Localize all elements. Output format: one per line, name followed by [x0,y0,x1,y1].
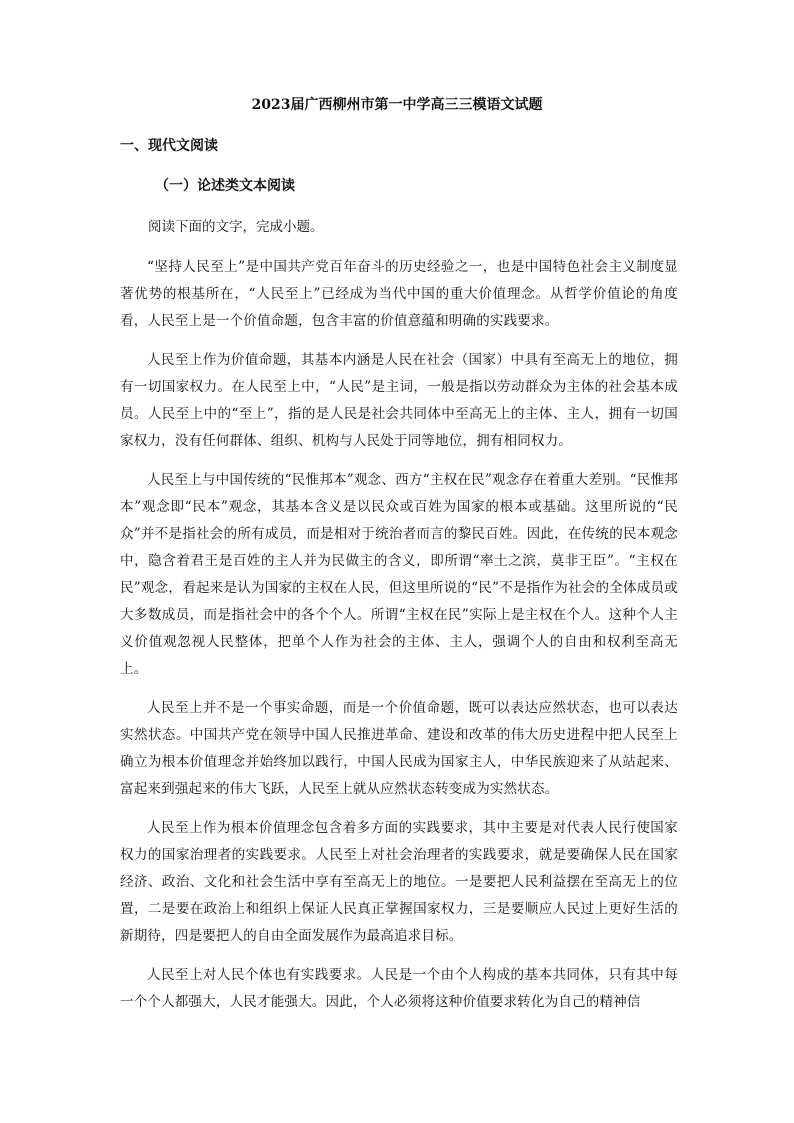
subsection-heading: （一）论述类文本阅读 [155,178,295,194]
paragraph-4: 人民至上并不是一个事实命题，而是一个价值命题，既可以表达应然状态，也可以表达实然状态。中国共产党在领导中国人民推进革命、建设和改革的伟大历史进程中把人民至上确立为根本价值理念并始终加以践行，中国人民成为国家主人，中华民族迎来了从站起来、富起来到强起来的伟大飞跃，人民至上就从应然状态转变成为实然状态。 [120,700,678,797]
document-title: 2023届广西柳州市第一中学高三三模语文试题 [251,97,543,113]
paragraph-6: 人民至上对人民个体也有实践要求。人民是一个由个人构成的基本共同体，只有其中每一个个人都强大，人民才能强大。因此，个人必须将这种价值要求转化为自己的精神信 [120,967,678,1010]
paragraph-2: 人民至上作为价值命题，其基本内涵是人民在社会（国家）中具有至高无上的地位，拥有一切国家权力。在人民至上中，“人民”是主词，一般是指以劳动群众为主体的社会基本成员。人民至上中的“至上”，指的是人民是社会共同体中至高无上的主体、主人，拥有一切国家权力，没有任何群体、组织、机构与人民处于同等地位，拥有相同权力。 [120,352,678,449]
article-body [120,254,678,1028]
paragraph-3: 人民至上与中国传统的“民惟邦本”观念、西方“主权在民”观念存在着重大差别。“民惟邦本”观念即“民本”观念，其基本含义是以民众或百姓为国家的根本或基础。这里所说的“民众”并不是指社会的所有成员，而是相对于统治者而言的黎民百姓。因此，在传统的民本观念中，隐含着君王是百姓的主人并为民做主的含义，即所谓“率土之滨，莫非王臣”。“主权在民”观念，看起来是认为国家的主权在人民，但这里所说的“民”不是指作为社会的全体成员或大多数成员，而是指社会中的各个个人。所谓“主权在民”实际上是主权在个人。这种个人主义价值观忽视人民整体，把单个人作为社会的主体、主人，强调个人的自由和权利至高无上。 [120,472,678,677]
instruction-text: 阅读下面的文字，完成小题。 [148,219,324,235]
section-heading: 一、现代文阅读 [120,138,218,154]
paragraph-5: 人民至上作为根本价值理念包含着多方面的实践要求，其中主要是对代表人民行使国家权力的国家治理者的实践要求。人民至上对社会治理者的实践要求，就是要确保人民在国家经济、政治、文化和社会生活中享有至高无上的地位。一是要把人民利益摆在至高无上的位置，二是要在政治上和组织上保证人民真正掌握国家权力，三是要顺应人民过上更好生活的新期待，四是要把人的自由全面发展作为最高追求目标。 [120,820,678,944]
paragraph-1: “坚持人民至上”是中国共产党百年奋斗的历史经验之一，也是中国特色社会主义制度显著优势的根基所在，“人民至上”已经成为当代中国的重大价值理念。从哲学价值论的角度看，人民至上是一个价值命题，包含丰富的价值意蕴和明确的实践要求。 [120,259,678,329]
